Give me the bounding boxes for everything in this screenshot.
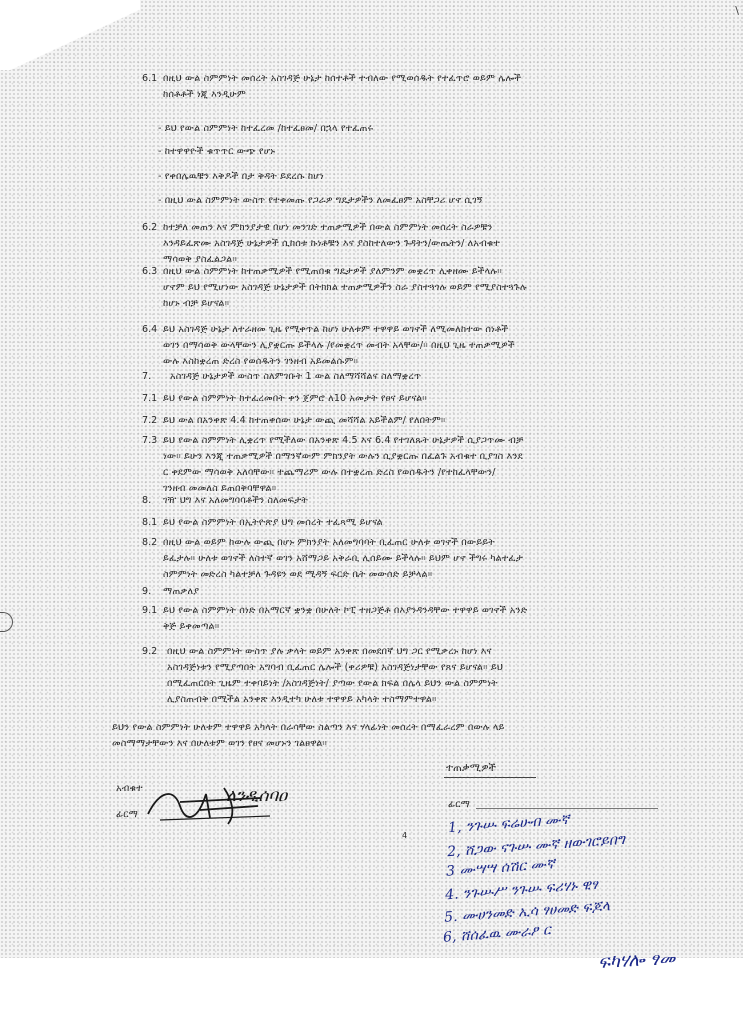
clause-line: በሚፈጠርበት ጊዜም ተቀባይነት /አስገዳጅነት/ ያጣው የውል ክፍል በሌላ ይህን ውል ስምምነት bbox=[167, 678, 498, 689]
institution-title: አብቁተ bbox=[116, 783, 143, 794]
institution-sign-label: ፊርማ bbox=[116, 809, 138, 820]
handwritten-beneficiary-entry: 2, ሸጋው ናጉሡ ሙኛ ዘውገሮይበግ bbox=[446, 831, 626, 861]
clause-line: ከሰቶቶች ነጂ እንዲሁም bbox=[163, 89, 246, 100]
handwritten-beneficiary-entry: 6, ሸሰፈዉ ሙራፆ ር bbox=[442, 922, 552, 946]
clause-line: ይህ የውል ስምምነት ሰነድ በአማርኛ ቋንቋ በሁለት ኮፒ ተዘጋጅቶ በእያንዳንዳቸው ተዋዋይ ወገኖች አንድ bbox=[163, 605, 528, 616]
clause-number: 7.3 bbox=[142, 435, 158, 446]
clause-line: ስምምነት መድረስ ካልተቻለ ጉዳዩን ወደ ሚዳኝ ፍርድ ቤት መውሰድ ይቻላል። bbox=[163, 569, 433, 580]
clause-line: - ይህ የውል ስምምነት ከተፈረመ /ከተፈፀመ/ በኋላ የተፈጠሩ bbox=[158, 123, 374, 134]
clause-line: አስገዳጅነቱን የሚያጣበት አግባብ ቢፈጠር ሌሎች (ቀሪዎቹ) አስገዳጅነታቸው የጸና ይሆናል። ይህ bbox=[167, 662, 504, 673]
clause-line: ይህ የውል ስምምነት በኢትዮጵያ ህግ መሰረት ተፈጻሚ ይሆናል bbox=[163, 517, 383, 528]
handwritten-beneficiary-entry: 3 ሙሣሣ ሰሽር ሙኛ bbox=[445, 856, 556, 880]
handwritten-beneficiary-entry: 5. ሙሀንመድ ኢሳ ፃሀመድ ፍጆላ bbox=[443, 898, 611, 926]
clause-line: በዚህ ውል ስምምነት መሰረት አስገዳጅ ሁኔታ ከሰተቶች ተብለው የሚወሰዱት የተፈጥሮ ወይም ሌሎች bbox=[163, 73, 522, 84]
clause-line: ከሆኑ ብቻ ይሆናል። bbox=[163, 298, 230, 309]
clause-line: ሆኖም ይህ የሚሆነው አስገዳጅ ሁኔታዎች በትክክል ተጠቃሚዎችን ስራ ያስተጓጎሉ ወይም የሚያስተጓጉሉ bbox=[163, 282, 527, 293]
institution-signature-text: ለንዲሰባዐ bbox=[226, 786, 288, 806]
closing-line: መስማማታቸውን እና በሁለቱም ወገን የፀና መሆኑን ገልፀዋል። bbox=[112, 738, 327, 749]
clause-line: ወገን በማሳወቅ ውላቸውን ሊያቋርጡ ይችላሉ /የመቋረጥ መብት አላቸው/። በዚህ ጊዜ ተጠቃሚዎች bbox=[163, 340, 515, 351]
clause-number: 6.1 bbox=[142, 73, 158, 84]
beneficiaries-title-underline bbox=[444, 777, 536, 778]
clause-line: ይፈታሉ። ሁለቱ ወገኖች ለስተኛ ወገን አሸማጋይ አቅራቢ ሊሰይሙ ይችላሉ። ይህም ሆኖ ችግሩ ካልተፈታ bbox=[163, 553, 524, 564]
clause-line: ገንዘብ መመለስ ይጠበቅባቸዋል። bbox=[163, 483, 277, 494]
clause-line: - ከተዋዋዮች ቁጥጥር ውጭ የሆኑ bbox=[158, 146, 276, 157]
handwritten-bottom-scrawl: ፍካሃሎ ፃመ bbox=[597, 947, 676, 974]
clause-number: 7.2 bbox=[142, 415, 158, 426]
closing-line: ይህን የውል ስምምነት ሁለቱም ተዋዋይ አካላት በራሳቸው ስልጣን እና ሃላፊነት መሰረት በማፈራረም በውሉ ላይ bbox=[112, 722, 505, 733]
clause-number: 7. bbox=[142, 371, 152, 382]
clause-number: 6.2 bbox=[142, 222, 158, 233]
beneficiaries-title: ተጠቃሚዎች bbox=[446, 762, 497, 774]
clause-line: ይህ አስገዳጅ ሁኔታ ለተራዘመ ጊዜ የሚቀጥል ከሆነ ሁለቱም ተዋዋይ ወገኖች ለሚመለከተው ሰነቶች bbox=[163, 324, 509, 335]
beneficiaries-sign-line bbox=[476, 808, 658, 809]
clause-line: - የቀበሌዉቹን እቅዶች በታ ቅዳት ይደረሱ ከሆነ bbox=[158, 171, 324, 182]
corner-mark: \ bbox=[735, 4, 739, 17]
beneficiaries-sign-label: ፊርማ bbox=[448, 799, 470, 810]
clause-line: ር ቀደምው ማሳወቅ አለባቸው። ተጨማሪም ውሉ በተቋረጠ ድረስ የወሰዱትን /የተከፈላቸውን/ bbox=[163, 467, 496, 478]
clause-line: ማጠቃለያ bbox=[163, 586, 200, 597]
clause-line: በዚህ ውል ወይም ከውሉ ውጪ በሆኑ ምክንያት አለመግባባት ቢፈጠር ሁለቱ ወገኖች በውይይት bbox=[163, 537, 495, 548]
punch-hole bbox=[0, 612, 13, 632]
clause-line: ይህ የውል ስምምነት ሊቋረጥ የሚችለው በአንቀጽ 4.5 እና 6.4 የተገለጹት ሁኔታዎች ሲያጋጥሙ ብቻ bbox=[163, 435, 524, 446]
clause-line: ውሉ እስከቋረጠ ድረስ የወሰዱትን ገንዘብ አይመልሱም። bbox=[163, 356, 359, 367]
clause-number: 9.1 bbox=[142, 605, 158, 616]
clause-line: በዚህ ውል ስምምነት ውስጥ ያሉ ቃላት ወይም አንቀጽ በመደበኛ ህግ ጋር የሚቃረኑ ከሆነ እና bbox=[167, 646, 492, 657]
clause-number: 8.2 bbox=[142, 537, 158, 548]
clause-line: - በዚህ ውል ስምምነት ውስጥ የተቀመጡ የጋራዎ ግዴታዎችን ለመፈፀም አስቸጋሪ ሆኖ ሲገኝ bbox=[158, 195, 483, 206]
clause-number: 8.1 bbox=[142, 517, 158, 528]
clause-line: ቅጅ ይቀመጣል። bbox=[163, 621, 220, 632]
clause-line: አስገዳጅ ሁኔታዎች ውስጥ ስለምገቡት 1 ውል ስለማሻሻልና ስለማቋረጥ bbox=[170, 371, 422, 382]
clause-line: ነው። ይሁን እንጂ ተጠቃሚዎች በማንኛውም ምክንያት ውሉን ሲያቋርጡ በፈልጉ አብቁተ ቢያገስ እንደ bbox=[163, 451, 523, 462]
scan-fold-edge bbox=[0, 0, 140, 70]
clause-number: 9. bbox=[142, 586, 152, 597]
clause-line: ማሳወቅ ያስፈልጋል። bbox=[163, 254, 237, 265]
clause-line: በዚህ ውል ስምምነት ከተጠቃሚዎች የሚጠበቁ ግዴታዎች ያለምንም መቋረጥ ሊቀዘሙ ይችላሉ። bbox=[163, 266, 502, 277]
clause-line: ገዥ ህግ እና አለመግባባቶችን ስለመፍታት bbox=[163, 495, 308, 506]
clause-line: ይህ ውል በአንቀጽ 4.4 ከተጠቀሰው ሁኔታ ውጪ መሻሻል አይችልም/ የለበትም። bbox=[163, 415, 446, 426]
clause-line: ከተቻለ መጠን እና ምክንያታዊ በሆነ መንገድ ተጠቃሚዎች በውል ስምምነት መሰረት ስራዎቹን bbox=[163, 222, 493, 233]
clause-line: ይህ የውል ስምምነት ከተፈረመበት ቀን ጀምሮ ለ10 አመታት የፀና ይሆናል። bbox=[163, 393, 427, 404]
clause-number: 6.3 bbox=[142, 266, 158, 277]
clause-number: 9.2 bbox=[142, 646, 158, 657]
clause-number: 8. bbox=[142, 495, 152, 506]
clause-line: ሊያስጠብቅ በሚችል አንቀጽ እንዲተካ ሁለቱ ተዋዋይ አካላት ተስማምተዋል። bbox=[167, 694, 437, 705]
handwritten-beneficiary-entry: 4. ንጉሡሥ ንጉሡ ፍሪሃኑ ዊፃ bbox=[444, 876, 599, 904]
handwritten-beneficiary-entry: 1, ንጉሡ ፍሬሁብ ሙኛ bbox=[447, 811, 570, 837]
page-number: 4 bbox=[402, 831, 408, 840]
clause-line: እንዳይፈጽሙ አስገዳጅ ሁኔታዎች ሲከሰቱ ኩነቶቹን እና ያስከተለውን ጉዳትን/ውጤትን/ ለአብቁተ bbox=[163, 238, 501, 249]
clause-number: 6.4 bbox=[142, 324, 158, 335]
clause-number: 7.1 bbox=[142, 393, 158, 404]
